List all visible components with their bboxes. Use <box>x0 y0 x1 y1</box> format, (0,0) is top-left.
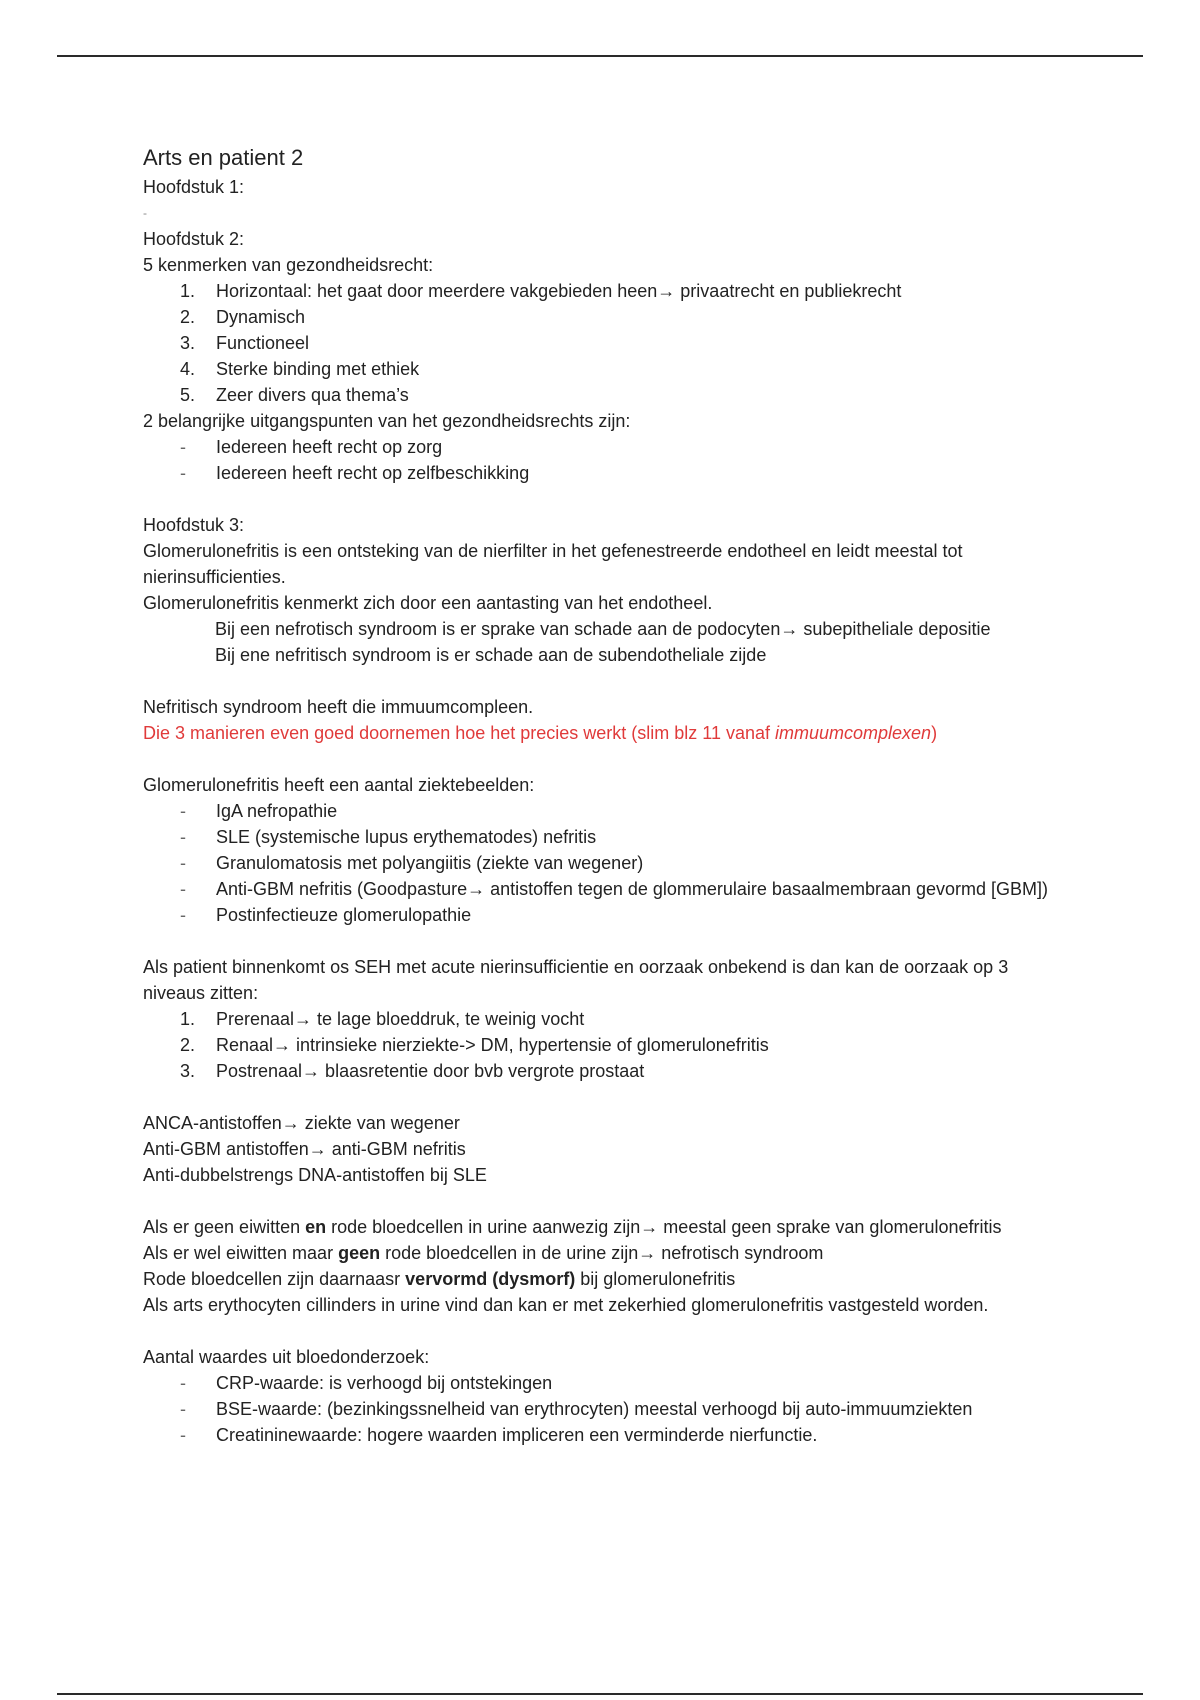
ziektebeelden-intro: Glomerulonefritis heeft een aantal ziektebeelden: <box>143 775 535 795</box>
list-item: 1. Prerenaal→ te lage bloeddruk, te weinig vocht <box>180 1009 585 1029</box>
header-rule <box>57 55 1143 57</box>
list-item: - Anti-GBM nefritis (Goodpasture→ antistoffen tegen de glommerulaire basaalmembraan gevormd [GBM]) <box>180 879 1049 899</box>
document-title: Arts en patient 2 <box>143 145 304 170</box>
niveaus-intro: Als patient binnenkomt os SEH met acute nierinsufficientie en oorzaak onbekend is dan kan de oorzaak op 3 niveaus zitten: <box>143 957 1009 1003</box>
kenmerken-list <box>143 278 1073 408</box>
list-item: 3. Postrenaal→ blaasretentie door bvb vergrote prostaat <box>180 1061 645 1081</box>
urine-statement-4: Als arts erythocyten cillinders in urine vind dan kan er met zekerhied glomerulonefritis vastgesteld worden. <box>143 1295 989 1315</box>
document-body <box>143 142 1073 1448</box>
list-item: 1. Horizontaal: het gaat door meerdere vakgebieden heen→ privaatrecht en publiekrecht <box>180 281 902 301</box>
ziektebeelden-list <box>143 798 1073 928</box>
anti-dna-line: Anti-dubbelstrengs DNA-antistoffen bij SLE <box>143 1165 487 1185</box>
list-item: 2. Renaal→ intrinsieke nierziekte-> DM, hypertensie of glomerulonefritis <box>180 1035 769 1055</box>
chapter-1-heading: Hoofdstuk 1: <box>143 177 245 197</box>
list-item: - Iedereen heeft recht op zelfbeschikking <box>180 463 530 483</box>
list-item: - Postinfectieuze glomerulopathie <box>180 905 472 925</box>
list-item: - Creatininewaarde: hogere waarden impliceren een verminderde nierfunctie. <box>180 1425 818 1445</box>
nefritisch-note: Bij ene nefritisch syndroom is er schade aan de subendotheliale zijde <box>215 645 767 665</box>
nefrotisch-note: Bij een nefrotisch syndroom is er sprake van schade aan de podocyten→ subepitheliale depositie <box>215 619 991 639</box>
list-item: - IgA nefropathie <box>180 801 338 821</box>
chapter-3-heading: Hoofdstuk 3: <box>143 515 245 535</box>
study-reminder: Die 3 manieren even goed doornemen hoe het precies werkt (slim blz 11 vanaf immuumcomplexen) <box>143 723 938 743</box>
uitgangspunten-intro: 2 belangrijke uitgangspunten van het gezondheidsrechts zijn: <box>143 411 631 431</box>
anca-line: ANCA-antistoffen→ ziekte van wegener <box>143 1113 460 1133</box>
list-item: - CRP-waarde: is verhoogd bij ontstekingen <box>180 1373 553 1393</box>
glomerulonefritis-kenmerk: Glomerulonefritis kenmerkt zich door een aantasting van het endotheel. <box>143 593 713 613</box>
waardes-list <box>143 1370 1073 1448</box>
list-item: - Iedereen heeft recht op zorg <box>180 437 443 457</box>
chapter-1-placeholder: - <box>143 206 147 220</box>
list-item: 4. Sterke binding met ethiek <box>180 359 420 379</box>
list-item: - Granulomatosis met polyangiitis (ziekte van wegener) <box>180 853 644 873</box>
urine-statement-1: Als er geen eiwitten en rode bloedcellen in urine aanwezig zijn→ meestal geen sprake van glomerulonefritis <box>143 1217 1002 1237</box>
chapter-2-heading: Hoofdstuk 2: <box>143 229 245 249</box>
list-item: - SLE (systemische lupus erythematodes) nefritis <box>180 827 597 847</box>
niveaus-list <box>143 1006 1073 1084</box>
anti-gbm-line: Anti-GBM antistoffen→ anti-GBM nefritis <box>143 1139 466 1159</box>
bloedonderzoek-intro: Aantal waardes uit bloedonderzoek: <box>143 1347 430 1367</box>
nefritisch-immuumcompleen: Nefritisch syndroom heeft die immuumcompleen. <box>143 697 534 717</box>
glomerulonefritis-definition: Glomerulonefritis is een ontsteking van de nierfilter in het gefenestreerde endotheel en leidt meestal tot nierinsufficienties. <box>143 541 963 587</box>
list-item: 2. Dynamisch <box>180 307 306 327</box>
kenmerken-intro: 5 kenmerken van gezondheidsrecht: <box>143 255 434 275</box>
list-item: - BSE-waarde: (bezinkingssnelheid van erythrocyten) meestal verhoogd bij auto-immuumziekten <box>180 1399 973 1419</box>
urine-statement-2: Als er wel eiwitten maar geen rode bloedcellen in de urine zijn→ nefrotisch syndroom <box>143 1243 824 1263</box>
list-item: 3. Functioneel <box>180 333 310 353</box>
footer-rule <box>57 1693 1143 1695</box>
uitgangspunten-list <box>143 434 1073 486</box>
list-item: 5. Zeer divers qua thema’s <box>180 385 409 405</box>
urine-statement-3: Rode bloedcellen zijn daarnaasr vervormd (dysmorf) bij glomerulonefritis <box>143 1269 736 1289</box>
